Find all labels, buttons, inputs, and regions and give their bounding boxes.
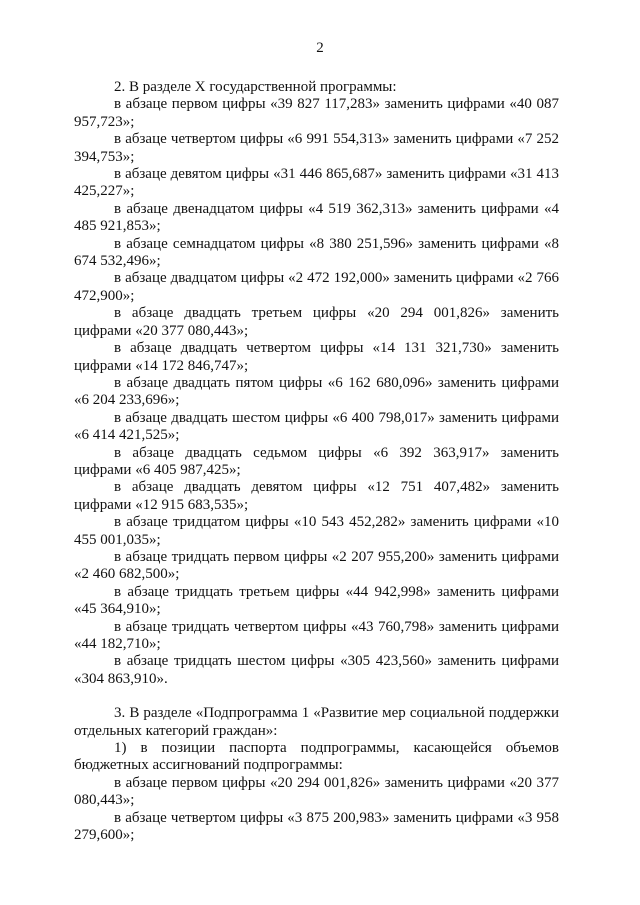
document-body [74, 79, 559, 844]
amendment-paragraph: в абзаце тридцать первом цифры «2 207 955,200» заменить цифрами «2 460 682,500»; [74, 548, 559, 583]
amendment-paragraph: в абзаце тридцать третьем цифры «44 942,998» заменить цифрами «45 364,910»; [74, 583, 559, 618]
amendment-paragraph: в абзаце четвертом цифры «6 991 554,313» заменить цифрами «7 252 394,753»; [74, 131, 559, 165]
amendment-paragraph: в абзаце двадцать девятом цифры «12 751 407,482» заменить цифрами «12 915 683,535»; [74, 479, 559, 513]
amendment-paragraph: в абзаце двадцать третьем цифры «20 294 001,826» заменить цифрами «20 377 080,443»; [74, 305, 559, 339]
amendment-paragraph: в абзаце двадцать пятом цифры «6 162 680,096» заменить цифрами «6 204 233,696»; [74, 374, 559, 409]
amendment-paragraph: в абзаце двадцать седьмом цифры «6 392 363,917» заменить цифрами «6 405 987,425»; [74, 444, 559, 478]
page-number: 2 [316, 40, 324, 56]
section-3-item-1: 1) в позиции паспорта подпрограммы, касающейся объемов бюджетных ассигнований подпрограммы: [74, 740, 559, 774]
section-2-heading: 2. В разделе X государственной программы: [114, 79, 397, 95]
amendment-paragraph: в абзаце тридцать четвертом цифры «43 760,798» заменить цифрами «44 182,710»; [74, 618, 559, 652]
amendment-paragraph: в абзаце двадцать шестом цифры «6 400 798,017» заменить цифрами «6 414 421,525»; [74, 409, 559, 444]
amendment-paragraph: в абзаце двадцать четвертом цифры «14 131 321,730» заменить цифрами «14 172 846,747»; [74, 340, 559, 374]
amendment-paragraph: в абзаце четвертом цифры «3 875 200,983» заменить цифрами «3 958 279,600»; [74, 809, 559, 844]
amendment-paragraph: в абзаце двадцатом цифры «2 472 192,000» заменить цифрами «2 766 472,900»; [74, 270, 559, 304]
amendment-paragraph: в абзаце девятом цифры «31 446 865,687» заменить цифрами «31 413 425,227»; [74, 166, 559, 200]
section-spacer [74, 688, 559, 705]
amendment-paragraph: в абзаце первом цифры «20 294 001,826» заменить цифрами «20 377 080,443»; [74, 774, 559, 809]
amendment-paragraph: в абзаце первом цифры «39 827 117,283» заменить цифрами «40 087 957,723»; [74, 96, 559, 130]
amendment-paragraph: в абзаце двенадцатом цифры «4 519 362,313» заменить цифрами «4 485 921,853»; [74, 200, 559, 235]
amendment-paragraph: в абзаце тридцатом цифры «10 543 452,282» заменить цифрами «10 455 001,035»; [74, 514, 559, 548]
section-3-heading: 3. В разделе «Подпрограмма 1 «Развитие мер социальной поддержки отдельных категорий граждан»: [74, 705, 559, 739]
amendment-paragraph: в абзаце семнадцатом цифры «8 380 251,596» заменить цифрами «8 674 532,496»; [74, 235, 559, 270]
amendment-paragraph: в абзаце тридцать шестом цифры «305 423,560» заменить цифрами «304 863,910». [74, 653, 559, 687]
